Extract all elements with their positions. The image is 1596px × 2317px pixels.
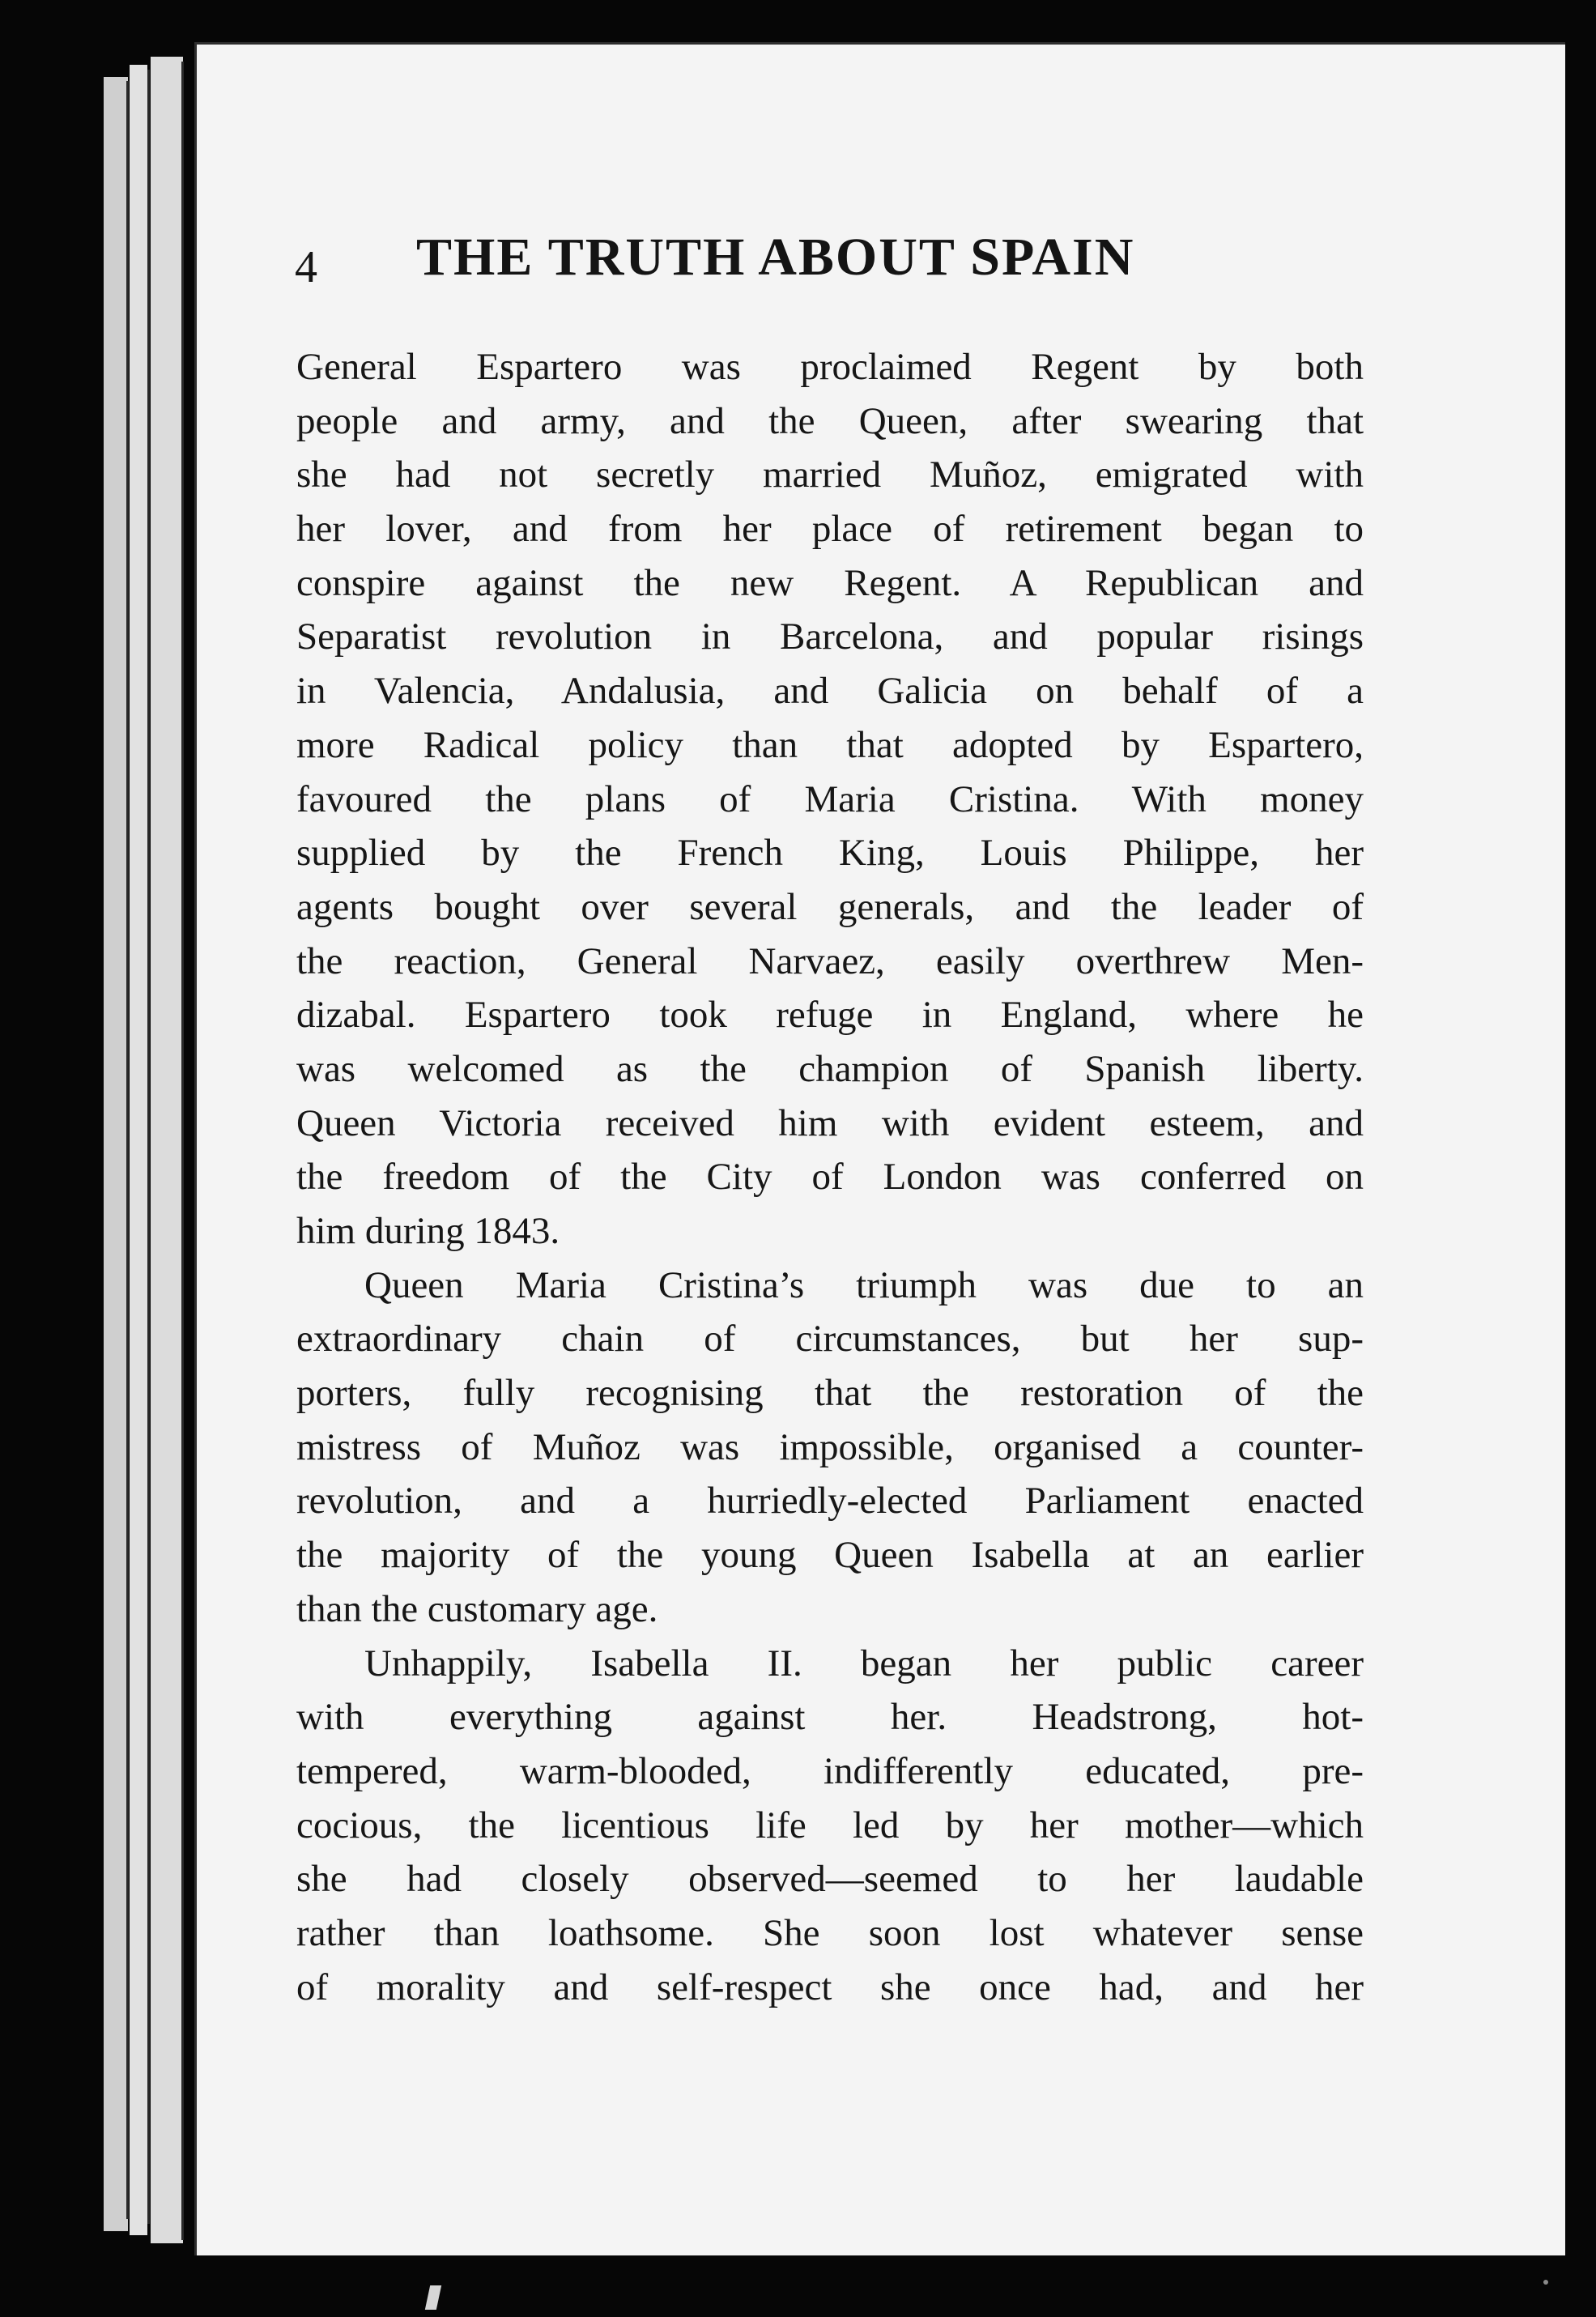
text-line: the reaction, General Narvaez, easily overthrew Men- xyxy=(296,939,1364,982)
text-line: Queen Maria Cristina’s triumph was due to an xyxy=(364,1263,1364,1306)
text-line: was welcomed as the champion of Spanish liberty. xyxy=(296,1047,1364,1090)
text-line: people and army, and the Queen, after swearing that xyxy=(296,399,1364,442)
text-line: cocious, the licentious life led by her mother—which xyxy=(296,1804,1364,1846)
text-line: Separatist revolution in Barcelona, and popular risings xyxy=(296,615,1364,658)
scan-artifact-mark xyxy=(425,2285,441,2310)
page-header xyxy=(295,219,1388,308)
text-line: of morality and self-respect she once had, and her xyxy=(296,1966,1364,2008)
text-line: the majority of the young Queen Isabella at an earlier xyxy=(296,1534,1364,1577)
page-edge-line xyxy=(147,70,150,2224)
paragraph-1 xyxy=(296,340,1364,1259)
text-line: she had not secretly married Muñoz, emigrated with xyxy=(296,454,1364,496)
page-edge-line xyxy=(126,81,129,2219)
text-line: Unhappily, Isabella II. began her public career xyxy=(364,1642,1364,1685)
text-line: she had closely observed—seemed to her laudable xyxy=(296,1858,1364,1901)
text-line: porters, fully recognising that the restoration of the xyxy=(296,1372,1364,1415)
text-line: General Espartero was proclaimed Regent by both xyxy=(296,346,1364,388)
text-line: the freedom of the City of London was conferred on xyxy=(296,1156,1364,1199)
text-line: mistress of Muñoz was impossible, organised a counter- xyxy=(296,1425,1364,1468)
paragraph-3 xyxy=(296,1637,1364,2015)
text-line: agents bought over several generals, and the leader of xyxy=(296,885,1364,928)
text-line: rather than loathsome. She soon lost whatever sense xyxy=(296,1911,1364,1954)
page-edge-stack xyxy=(130,65,147,2235)
running-title: THE TRUTH ABOUT SPAIN xyxy=(416,228,1135,287)
page-edge-stack xyxy=(104,77,128,2231)
text-line: dizabal. Espartero took refuge in England, where he xyxy=(296,994,1364,1037)
text-line: than the customary age. xyxy=(296,1587,658,1630)
text-line: her lover, and from her place of retirement began to xyxy=(296,508,1364,551)
text-line: in Valencia, Andalusia, and Galicia on behalf of a xyxy=(296,670,1364,713)
page-edge-stack xyxy=(151,57,183,2243)
text-line: tempered, warm-blooded, indifferently educated, pre- xyxy=(296,1749,1364,1792)
text-line: extraordinary chain of circumstances, but her sup- xyxy=(296,1318,1364,1361)
text-line: conspire against the new Regent. A Republican and xyxy=(296,561,1364,604)
text-line: with everything against her. Headstrong, hot- xyxy=(296,1696,1364,1739)
text-line: revolution, and a hurriedly-elected Parliament enacted xyxy=(296,1480,1364,1523)
body-text xyxy=(296,340,1364,2014)
text-line: Queen Victoria received him with evident esteem, and xyxy=(296,1101,1364,1144)
text-line: favoured the plans of Maria Cristina. With money xyxy=(296,777,1364,820)
text-line: him during 1843. xyxy=(296,1210,560,1252)
scan-artifact-dot xyxy=(1543,2280,1548,2285)
page-edge-line xyxy=(181,62,184,2240)
text-line: supplied by the French King, Louis Philippe, her xyxy=(296,832,1364,875)
text-line: more Radical policy than that adopted by Espartero, xyxy=(296,723,1364,766)
paragraph-2 xyxy=(296,1259,1364,1637)
page-number: 4 xyxy=(295,242,317,292)
